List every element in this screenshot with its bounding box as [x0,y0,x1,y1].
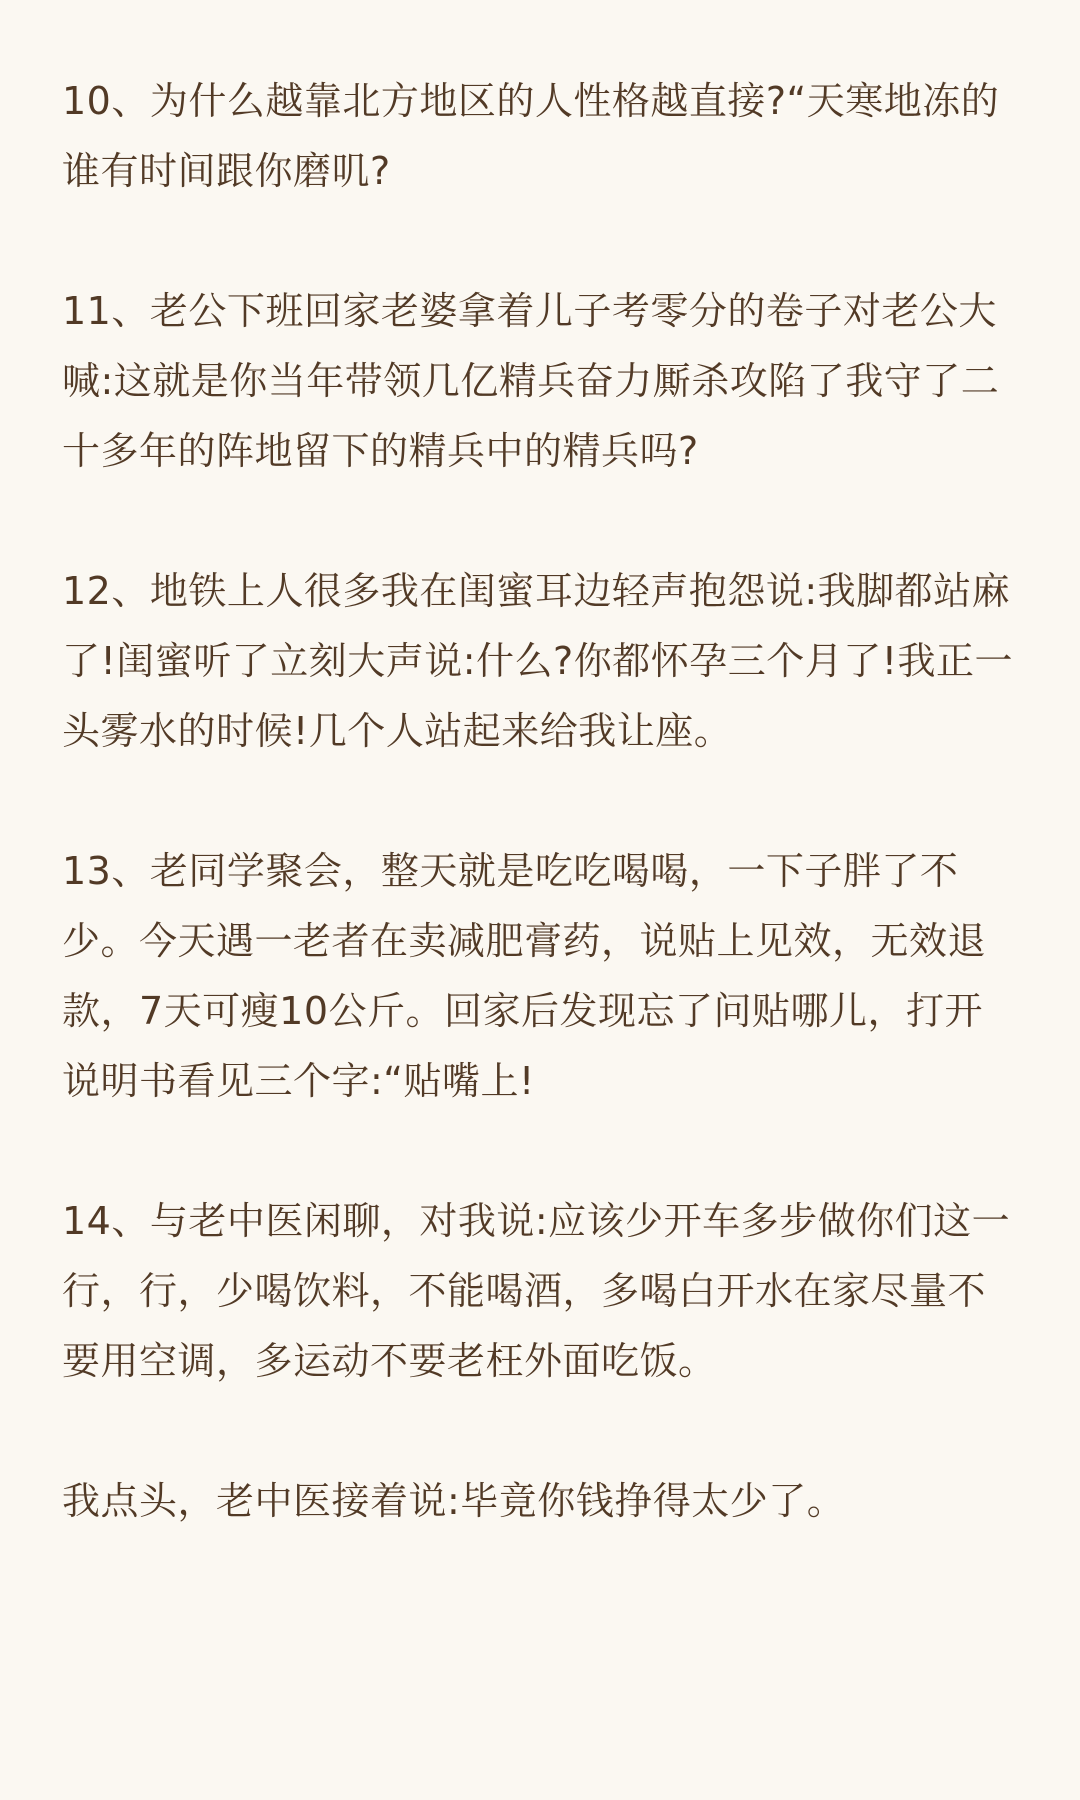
paragraph-14: 14、与老中医闲聊，对我说:应该少开车多步做你们这一行，行，少喝饮料，不能喝酒，多喝白开水在家尽量不要用空调，多运动不要老枉外面吃饭。 [62,1199,1011,1383]
closing-paragraph: 我点头，老中医接着说:毕竟你钱挣得太少了。 [62,1479,846,1523]
paragraph-11: 11、老公下班回家老婆拿着儿子考零分的卷子对老公大喊:这就是你当年带领几亿精兵奋力厮杀攻陷了我守了二十多年的阵地留下的精兵中的精兵吗? [62,289,1000,473]
paragraph-10: 10、为什么越靠北方地区的人性格越直接?“天寒地冻的谁有时间跟你磨叽? [62,79,1000,193]
paragraph-12: 12、地铁上人很多我在闺蜜耳边轻声抱怨说:我脚都站麻了!闺蜜听了立刻大声说:什么?你都怀孕三个月了!我正一头雾水的时候!几个人站起来给我让座。 [62,569,1013,753]
paragraph-13: 13、老同学聚会，整天就是吃吃喝喝，一下子胖了不少。今天遇一老者在卖减肥膏药，说贴上见效，无效退款，7天可瘦10公斤。回家后发现忘了问贴哪儿，打开说明书看见三个字:“贴嘴上! [62,849,987,1103]
